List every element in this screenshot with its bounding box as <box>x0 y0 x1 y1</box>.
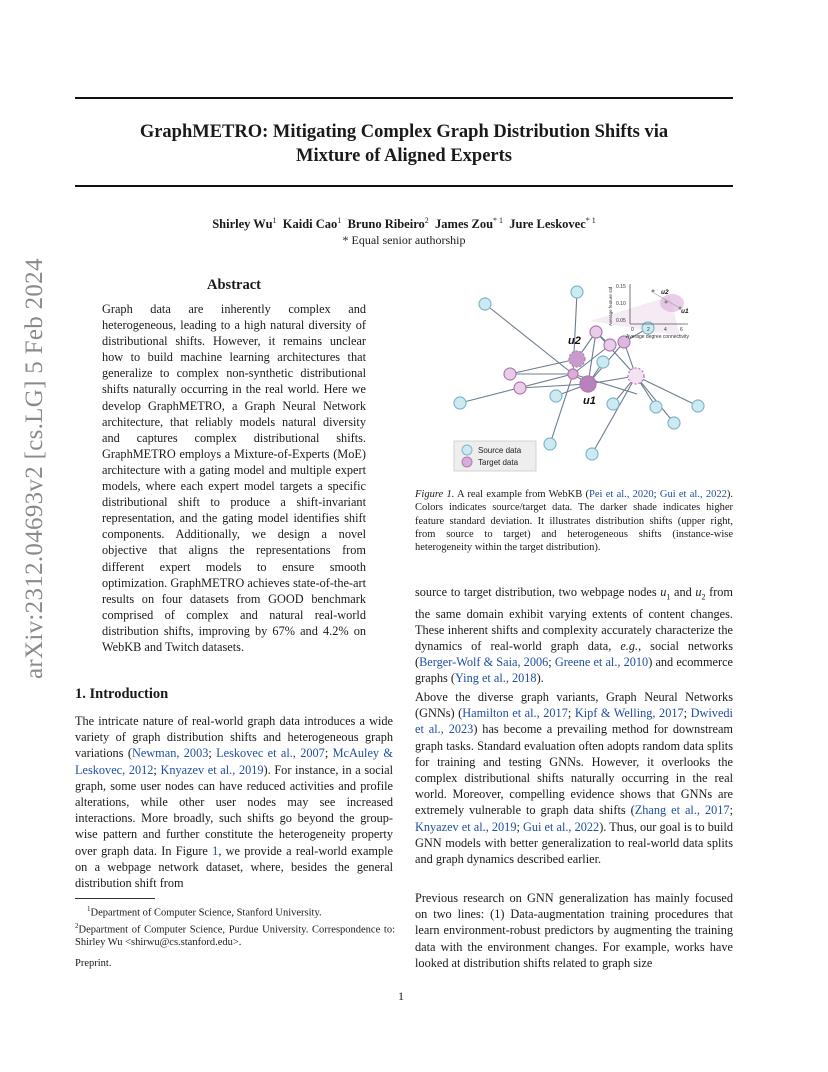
text: , we provide a real-world example on a webpage network dataset, where, besides the general distribution shift from <box>75 843 394 891</box>
text: ; <box>567 706 575 721</box>
citation-link[interactable]: Kipf & Welling, 2017 <box>574 706 684 721</box>
text: ; <box>683 706 691 721</box>
author-name: Shirley Wu <box>212 217 273 232</box>
citation-link[interactable]: Knyazev et al., 2019 <box>415 819 517 834</box>
citation-link[interactable]: Leskovec et al., 2007 <box>216 746 325 761</box>
inset-label-u1: u1 <box>681 308 689 315</box>
figure-legend <box>454 441 536 471</box>
text: ) and ecommerce graphs ( <box>415 655 733 686</box>
footnote-2: Department of Computer Science, Purdue University. Correspondence to: Shirley Wu <shirwu@cs.stanford.edu>. <box>75 924 395 948</box>
abstract-heading: Abstract <box>207 277 261 293</box>
author-affiliation: 2 <box>424 216 429 225</box>
preprint-label: Preprint. <box>75 958 112 969</box>
math-u2: u <box>695 585 702 599</box>
footnote-divider <box>75 898 155 899</box>
citation-link[interactable]: Dwivedi et al., 2023 <box>415 706 733 737</box>
abstract-body: Graph data are inherently complex and heterogeneous, leading to a high natural diversity of distributional shifts. However, it remains unclear how to build machine learning architectures that generalize to complex non-synthetic distributional shifts naturally occurring in the real world. Here we develop GraphMETRO, a Graph Neural Network architecture, that reliably models natural diversity and captures complex distributional shifts. GraphMETRO employs a Mixture-of-Experts (MoE) architecture with a gating model and multiple expert models, where each expert model targets a specific distributional shift to produce a shift-invariant representation, and the gating model identifies shift components. Additionally, we design a novel objective that aligns the representations from different expert models to ensure smooth optimization. GraphMETRO achieves state-of-the-art results on four datasets from GOOD benchmark comprised of complex and natural real-world distribution shifts, improving by 67% and 4.2% on WebKB and Twitch datasets. <box>102 302 366 654</box>
author-name: Jure Leskovec <box>509 217 586 232</box>
citation-link[interactable]: Pei et al., 2020 <box>589 489 654 500</box>
math-u1: u <box>660 585 667 599</box>
footnote-1: Department of Computer Science, Stanford University. <box>90 907 322 919</box>
footnotes: $^1$Department of Computer Science, Stanford University. $^2$Department of Computer Science, Purdue University. Correspondence to: Shirley Wu <shirwu@cs.stanford.edu>. <box>75 905 395 948</box>
text: ). Thus, our goal is to build GNN models with better generalization to real-world data splits and graph dynamics described earlier. <box>415 819 733 867</box>
text: ; <box>516 819 523 834</box>
text: ; <box>548 655 555 670</box>
figure-webkb-graph <box>440 276 740 476</box>
text: ). Colors indicates source/target data. The darker shade indicates higher feature standard deviation. It illustrates distribution shifts (upper right, from source to target) and heterogeneous shifts (instance-wise heterogeneity within the target distribution). <box>415 489 733 554</box>
author-name: James Zou <box>435 217 494 232</box>
author-affiliation: * 1 <box>585 216 596 225</box>
text: ). For instance, in a social graph, some user nodes can have reduced activities and profile alterations, while other user nodes may see increased interactions. More broadly, such shifts go beyond the group-wise pattern and further constitute the heterogeneity property over graph data. In Figure <box>75 762 393 858</box>
author-list <box>75 216 733 232</box>
citation-link[interactable]: Ying et al., 2018 <box>454 671 537 686</box>
figure-label: Figure 1. <box>415 489 455 500</box>
legend-target-label: Target data <box>478 458 519 467</box>
paper-title <box>75 120 733 168</box>
text-italic: e.g. <box>620 639 639 654</box>
text: ; <box>729 803 733 818</box>
text: ; <box>208 746 217 761</box>
text: from the same domain exhibit varying extents of content changes. These inherent shifts and complexity accurately characterize the dynamics of real-world graph data, <box>415 585 734 654</box>
node-label-u2: u2 <box>568 335 581 347</box>
text: ; <box>324 746 333 761</box>
text: ) has become a prevailing method for downstream graph tasks. Standard evaluation often adopts random data splits for training and testing GNNs. However, it overlooks the complex distributional shifts naturally occurring in the real world. Moreover, compelling evidence shows that GNNs are extremely vulnerable to graph data shifts ( <box>415 722 734 818</box>
citation-link[interactable]: McAuley & Leskovec, 2012 <box>75 746 393 777</box>
arxiv-identifier: arXiv:2312.04693v2 [cs.LG] 5 Feb 2024 <box>21 258 48 679</box>
title-line-2: Mixture of Aligned Experts <box>296 146 512 166</box>
text: , social networks ( <box>415 639 733 670</box>
author-affiliation: * 1 <box>493 216 504 225</box>
equal-authorship-note: * Equal senior authorship <box>342 233 466 247</box>
inset-ytick: 0.15 <box>616 284 626 290</box>
citation-link[interactable]: Knyazev et al., 2019 <box>160 762 264 777</box>
text: Above the diverse graph variants, Graph Neural Networks (GNNs) ( <box>415 690 733 721</box>
citation-link[interactable]: Hamilton et al., 2017 <box>462 706 568 721</box>
right-paragraph-1: source to target distribution, two webpage nodes $u_1$ and $u_2$ from the same domain exhibit varying extents of content changes. These inherent shifts and complexity accurately characterize the dynamics of real-world graph data, e.g., social networks (Berger-Wolf & Saia, 2006; Greene et al., 2010) and ecommerce graphs (Ying et al., 2018). <box>415 585 734 686</box>
inset-xtick: 0 <box>631 327 634 333</box>
right-paragraph-3: Previous research on GNN generalization has mainly focused on two lines: (1) Data-augmentation training procedures that learn environment-robust predictors by augmenting the training data with the environment changes. For example, works have looked at distribution shifts related to graph size <box>415 891 733 970</box>
intro-paragraph <box>75 713 393 891</box>
citation-link[interactable]: Berger-Wolf & Saia, 2006 <box>419 655 549 670</box>
legend-source-label: Source data <box>478 446 522 455</box>
text: source to target distribution, two webpage nodes <box>415 585 661 599</box>
title-line-1: GraphMETRO: Mitigating Complex Graph Distribution Shifts via <box>139 122 669 142</box>
text: A real example from WebKB ( <box>454 489 590 500</box>
author-affiliation: 1 <box>337 216 342 225</box>
text: ; <box>653 489 660 500</box>
figure-caption <box>415 488 733 554</box>
text: ; <box>153 762 161 777</box>
inset-ylabel: Average feature std <box>608 286 613 326</box>
inset-ytick: 0.10 <box>616 301 626 307</box>
title-bottom-rule <box>75 185 733 187</box>
citation-link[interactable]: Greene et al., 2010 <box>554 655 649 670</box>
title-top-rule <box>75 97 733 99</box>
author-name: Kaidi Cao <box>282 217 338 232</box>
node-label-u1: u1 <box>583 395 596 407</box>
inset-xlabel: Average degree connectivity <box>626 334 690 340</box>
inset-label-u2: u2 <box>661 289 669 296</box>
inset-ytick: 0.05 <box>616 318 626 324</box>
right-paragraph-2 <box>415 689 733 867</box>
citation-link[interactable]: Zhang et al., 2017 <box>634 803 730 818</box>
author-affiliation: 1 <box>272 216 277 225</box>
inset-xtick: 2 <box>647 327 650 333</box>
text: and <box>670 585 696 599</box>
inset-xtick: 4 <box>664 327 667 333</box>
author-name: Bruno Ribeiro <box>347 217 425 232</box>
inset-xtick: 6 <box>680 327 683 333</box>
page-number: 1 <box>398 989 404 1003</box>
section-heading-introduction: 1. Introduction <box>75 686 169 702</box>
text: The intricate nature of real-world graph data introduces a wide variety of graph distribution shifts and heterogeneous graph variations ( <box>75 714 393 761</box>
citation-link[interactable]: Gui et al., 2022 <box>659 489 727 500</box>
citation-link[interactable]: Gui et al., 2022 <box>522 819 600 834</box>
figure-ref-link[interactable]: 1 <box>212 843 219 858</box>
text: ). <box>536 671 544 686</box>
citation-link[interactable]: Newman, 2003 <box>131 746 209 761</box>
